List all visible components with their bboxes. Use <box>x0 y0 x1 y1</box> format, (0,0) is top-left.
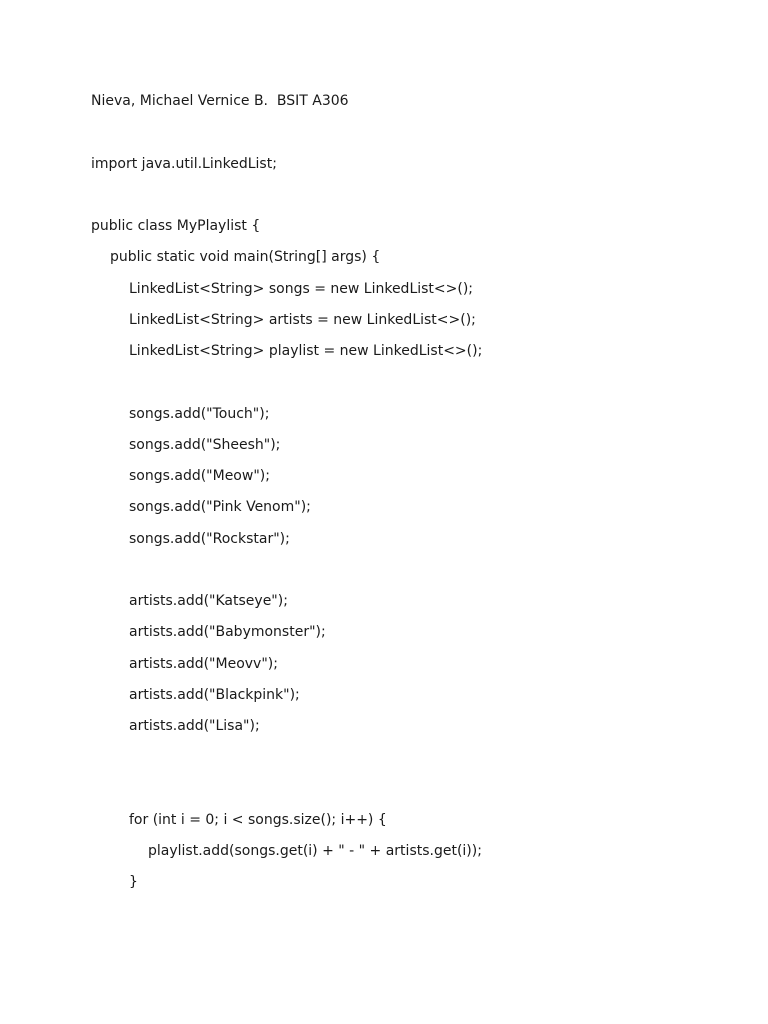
blank-line <box>91 119 731 150</box>
code-line: songs.add("Rockstar"); <box>129 530 290 547</box>
code-block <box>91 151 731 901</box>
code-line: songs.add("Touch"); <box>129 405 270 422</box>
code-line: songs.add("Pink Venom"); <box>129 499 311 516</box>
code-line: } <box>129 874 138 891</box>
code-line: artists.add("Babymonster"); <box>129 624 326 641</box>
blank-line <box>91 744 731 775</box>
author-header: Nieva, Michael Vernice B. BSIT A306 <box>91 93 349 109</box>
blank-line <box>91 776 731 807</box>
code-line: LinkedList<String> playlist = new LinkedList<>(); <box>129 343 483 359</box>
blank-line <box>91 557 731 588</box>
blank-line <box>91 369 731 400</box>
code-line: public static void main(String[] args) { <box>110 249 381 266</box>
code-line: artists.add("Lisa"); <box>129 718 260 734</box>
code-line: for (int i = 0; i < songs.size(); i++) { <box>129 811 387 828</box>
document-body <box>91 88 731 901</box>
code-line: public class MyPlaylist { <box>91 218 261 234</box>
blank-line <box>91 182 731 213</box>
code-line: songs.add("Meow"); <box>129 468 270 484</box>
code-line: artists.add("Katseye"); <box>129 593 288 609</box>
code-line: import java.util.LinkedList; <box>91 155 277 172</box>
code-line: songs.add("Sheesh"); <box>129 436 281 453</box>
code-line: LinkedList<String> artists = new LinkedList<>(); <box>129 311 476 328</box>
code-line: playlist.add(songs.get(i) + " - " + artists.get(i)); <box>148 843 482 859</box>
code-line: artists.add("Blackpink"); <box>129 686 300 703</box>
code-line: artists.add("Meovv"); <box>129 655 278 672</box>
code-line: LinkedList<String> songs = new LinkedList<>(); <box>129 280 474 297</box>
